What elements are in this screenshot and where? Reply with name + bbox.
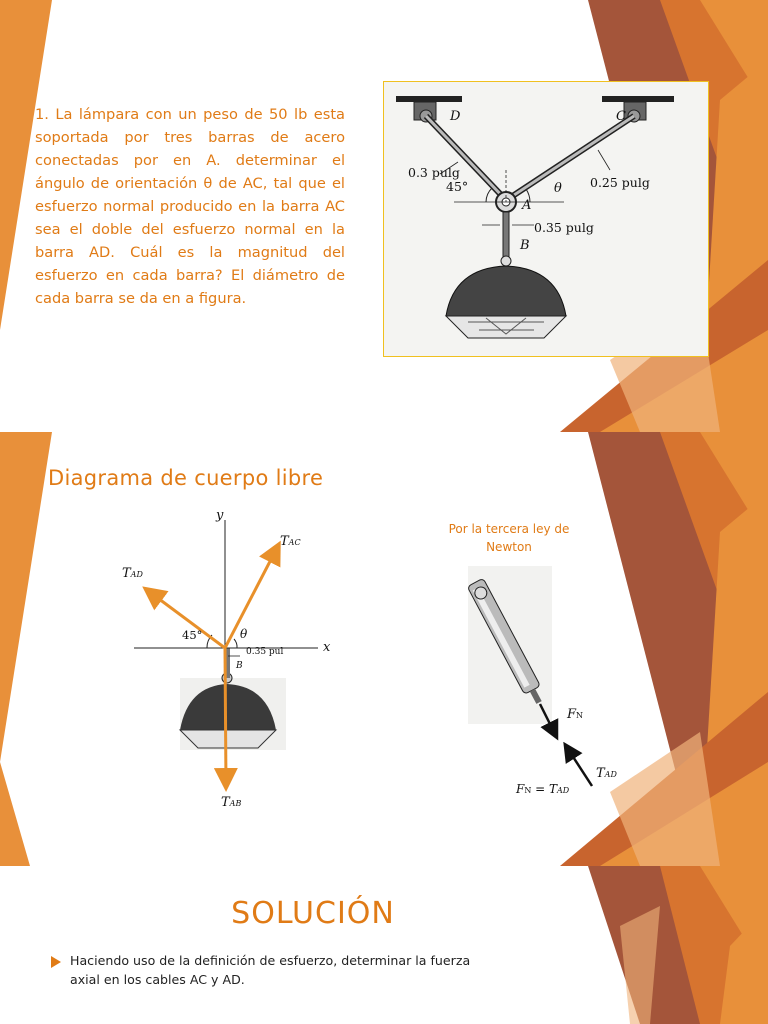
bullet-arrow-icon [50, 956, 62, 968]
angle-45-label: 45° [182, 628, 203, 642]
newton-equation: FN = TAD [516, 782, 570, 796]
tad-label: TAD [596, 766, 617, 781]
dim-ac: 0.25 pulg [590, 175, 650, 190]
lamp-figure [383, 81, 709, 357]
label-b: B [520, 238, 530, 253]
solution-bullet: Haciendo uso de la definición de esfuerzo, determinar la fuerza axial en los cables AC y AD. [70, 953, 471, 987]
force-tab-label: TAB [221, 795, 242, 810]
axis-y-label: y [216, 508, 224, 523]
label-b: B [236, 661, 243, 671]
axis-x-label: x [323, 640, 331, 655]
dim-ad: 0.3 pulg [408, 165, 460, 180]
label-c: C [616, 109, 626, 124]
label-a: A [522, 198, 532, 213]
slide-title: Diagrama de cuerpo libre [48, 466, 324, 490]
problem-statement: 1. La lámpara con un peso de 50 lb esta soportada por tres barras de acero conectadas por en A. determinar el ángulo de orientación θ de AC, tal que el esfuerzo normal producido en la barra AC sea el doble del esfuerzo normal en la barra AD. Cuál es la magnitud del esfuerzo en cada barra? El diámetro de cada barra se da en a figura. [35, 106, 345, 307]
lamp-drawing [384, 82, 707, 355]
angle-45: 45° [446, 179, 469, 194]
newton-caption: Por la tercera ley de Newton [448, 522, 570, 554]
force-tac-label: TAC [280, 534, 301, 549]
slide-2 [0, 432, 768, 866]
slide-3 [0, 866, 768, 1024]
fn-label: FN [567, 707, 584, 722]
dim-ab: 0.35 pulg [534, 220, 594, 235]
dim-label: 0.35 pul [246, 647, 284, 657]
decorative-background [0, 432, 768, 866]
label-d: D [450, 109, 461, 124]
angle-theta-label: θ [240, 627, 248, 641]
angle-theta: θ [554, 181, 562, 196]
newton-rod-diagram [468, 562, 608, 802]
slide-1 [0, 0, 768, 432]
free-body-diagram [130, 510, 340, 810]
decorative-background [0, 866, 768, 1024]
force-tad-label: TAD [122, 566, 143, 581]
solution-title: SOLUCIÓN [231, 896, 395, 931]
